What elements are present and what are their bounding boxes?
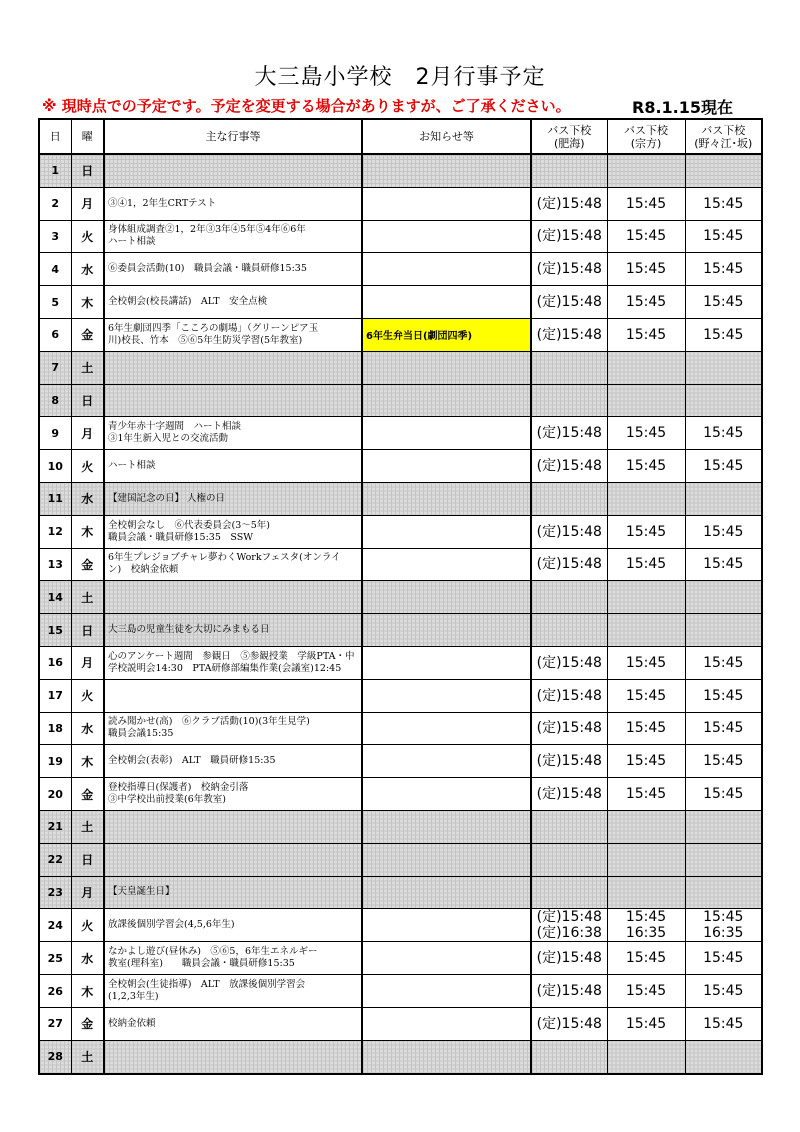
table-row [39, 515, 762, 548]
day-cell: 28 [39, 1040, 71, 1073]
bus-hikai-cell: (定)15:48 [531, 220, 607, 253]
events-cell [104, 810, 362, 843]
bus-munakata-cell: 15:45 [607, 712, 685, 745]
day-cell: 27 [39, 1007, 71, 1040]
notice-cell [362, 975, 531, 1008]
weekday-cell: 水 [71, 482, 104, 515]
bus-nonoe-saka-cell [685, 876, 762, 909]
bus-nonoe-saka-cell: 15:45 [685, 548, 762, 581]
bus-nonoe-saka-cell: 15:45 [685, 220, 762, 253]
bus-munakata-cell: 15:45 [607, 745, 685, 778]
weekday-cell: 月 [71, 187, 104, 220]
disclaimer-notice: ※ 現時点での予定です。予定を変更する場合がありますが、ご了承ください。 [42, 97, 571, 115]
table-row [39, 417, 762, 450]
events-cell [104, 843, 362, 876]
bus-hikai-cell: (定)15:48 [531, 778, 607, 811]
header-bus-nonoe-saka: バス下校 (野々江･坂) [685, 119, 762, 154]
bus-nonoe-saka-cell: 15:45 [685, 450, 762, 483]
weekday-cell: 金 [71, 1007, 104, 1040]
weekday-cell: 水 [71, 942, 104, 975]
day-cell: 6 [39, 318, 71, 351]
weekday-cell: 月 [71, 646, 104, 679]
weekday-cell: 火 [71, 450, 104, 483]
bus-nonoe-saka-cell [685, 351, 762, 384]
bus-hikai-cell [531, 384, 607, 417]
bus-munakata-cell: 15:45 [607, 548, 685, 581]
bus-munakata-cell: 15:45 [607, 1007, 685, 1040]
bus-munakata-cell [607, 351, 685, 384]
events-cell: 校納金依頼 [104, 1007, 362, 1040]
bus-munakata-cell: 15:45 [607, 417, 685, 450]
events-cell [104, 1040, 362, 1073]
bus-nonoe-saka-cell: 15:45 [685, 942, 762, 975]
notice-cell [362, 1007, 531, 1040]
notice-cell [362, 810, 531, 843]
bus-hikai-cell [531, 154, 607, 187]
bus-munakata-cell [607, 482, 685, 515]
bus-munakata-cell: 15:45 [607, 515, 685, 548]
table-row [39, 351, 762, 384]
bus-nonoe-saka-cell: 15:45 [685, 253, 762, 286]
bus-hikai-cell: (定)15:48 [531, 417, 607, 450]
bus-nonoe-saka-cell: 15:45 [685, 712, 762, 745]
events-cell: ③④1，2年生CRTテスト [104, 187, 362, 220]
table-row [39, 778, 762, 811]
events-cell: 読み聞かせ(高) ⑥クラブ活動(10)(3年生見学) 職員会議15:35 [104, 712, 362, 745]
weekday-cell: 金 [71, 548, 104, 581]
header-dow: 曜 [71, 119, 104, 154]
weekday-cell: 月 [71, 417, 104, 450]
bus-nonoe-saka-cell: 15:45 [685, 187, 762, 220]
day-cell: 22 [39, 843, 71, 876]
bus-hikai-cell: (定)15:48 [531, 450, 607, 483]
events-cell: 全校朝会なし ⑥代表委員会(3～5年) 職員会議・職員研修15:35 SSW [104, 515, 362, 548]
notice-cell [362, 515, 531, 548]
events-cell: 青少年赤十字週間 ハート相談 ③1年生新入児との交流活動 [104, 417, 362, 450]
day-cell: 14 [39, 581, 71, 614]
table-row [39, 450, 762, 483]
bus-munakata-cell [607, 876, 685, 909]
table-row [39, 548, 762, 581]
table-row [39, 646, 762, 679]
bus-munakata-cell [607, 384, 685, 417]
weekday-cell: 木 [71, 975, 104, 1008]
day-cell: 24 [39, 909, 71, 942]
table-row [39, 253, 762, 286]
weekday-cell: 水 [71, 712, 104, 745]
events-cell: 全校朝会(校長講話) ALT 安全点検 [104, 286, 362, 319]
table-row [39, 614, 762, 647]
table-row [39, 1007, 762, 1040]
weekday-cell: 水 [71, 253, 104, 286]
bus-nonoe-saka-cell: 15:45 [685, 679, 762, 712]
table-row [39, 679, 762, 712]
events-cell: 【天皇誕生日】 [104, 876, 362, 909]
table-row [39, 745, 762, 778]
bus-nonoe-saka-cell [685, 614, 762, 647]
table-row [39, 384, 762, 417]
bus-hikai-cell: (定)15:48 [531, 942, 607, 975]
bus-hikai-cell: (定)15:48 [531, 548, 607, 581]
bus-hikai-cell: (定)15:48 [531, 712, 607, 745]
notice-cell [362, 909, 531, 942]
day-cell: 23 [39, 876, 71, 909]
table-row [39, 318, 762, 351]
notice-cell [362, 220, 531, 253]
bus-hikai-cell: (定)15:48 [531, 286, 607, 319]
events-cell: 6年生プレジョブチャレ夢わくWorkフェスタ(オンライ ン) 校納金依頼 [104, 548, 362, 581]
bus-hikai-cell [531, 876, 607, 909]
notice-cell [362, 1040, 531, 1073]
notice-cell [362, 745, 531, 778]
day-cell: 10 [39, 450, 71, 483]
bus-nonoe-saka-cell [685, 384, 762, 417]
table-row [39, 712, 762, 745]
day-cell: 21 [39, 810, 71, 843]
bus-nonoe-saka-cell: 15:45 [685, 646, 762, 679]
bus-hikai-cell: (定)15:48 [531, 646, 607, 679]
bus-munakata-cell: 15:45 [607, 679, 685, 712]
notice-cell [362, 253, 531, 286]
bus-nonoe-saka-cell: 15:45 [685, 1007, 762, 1040]
schedule-table [38, 118, 763, 1075]
bus-nonoe-saka-cell: 15:45 [685, 318, 762, 351]
events-cell [104, 581, 362, 614]
bus-hikai-cell [531, 351, 607, 384]
weekday-cell: 土 [71, 581, 104, 614]
table-row [39, 286, 762, 319]
weekday-cell: 火 [71, 679, 104, 712]
weekday-cell: 日 [71, 384, 104, 417]
notice-cell [362, 351, 531, 384]
bus-hikai-cell [531, 1040, 607, 1073]
as-of-date: R8.1.15現在 [632, 98, 734, 117]
weekday-cell: 火 [71, 220, 104, 253]
events-cell: 登校指導日(保護者) 校納金引落 ③中学校出前授業(6年教室) [104, 778, 362, 811]
weekday-cell: 木 [71, 515, 104, 548]
events-cell: 6年生劇団四季「こころの劇場」（グリーンピア玉 川)校長、竹本 ⑤⑥5年生防災学習(5年教室) [104, 318, 362, 351]
notice-cell [362, 679, 531, 712]
bus-munakata-cell: 15:45 16:35 [607, 909, 685, 942]
bus-munakata-cell: 15:45 [607, 318, 685, 351]
events-cell [104, 154, 362, 187]
bus-nonoe-saka-cell: 15:45 [685, 745, 762, 778]
notice-cell [362, 778, 531, 811]
bus-hikai-cell [531, 581, 607, 614]
table-row [39, 220, 762, 253]
weekday-cell: 月 [71, 876, 104, 909]
bus-hikai-cell [531, 843, 607, 876]
day-cell: 9 [39, 417, 71, 450]
bus-hikai-cell: (定)15:48 [531, 515, 607, 548]
header-day: 日 [39, 119, 71, 154]
table-row [39, 482, 762, 515]
notice-cell [362, 942, 531, 975]
bus-hikai-cell [531, 810, 607, 843]
weekday-cell: 火 [71, 909, 104, 942]
events-cell: 【建国記念の日】 人権の日 [104, 482, 362, 515]
day-cell: 20 [39, 778, 71, 811]
bus-hikai-cell: (定)15:48 [531, 679, 607, 712]
bus-nonoe-saka-cell [685, 482, 762, 515]
events-cell [104, 351, 362, 384]
events-cell: 大三島の児童生徒を大切にみまもる日 [104, 614, 362, 647]
bus-nonoe-saka-cell: 15:45 [685, 778, 762, 811]
bus-nonoe-saka-cell [685, 843, 762, 876]
header-events: 主な行事等 [104, 119, 362, 154]
bus-munakata-cell [607, 810, 685, 843]
day-cell: 16 [39, 646, 71, 679]
day-cell: 19 [39, 745, 71, 778]
bus-hikai-cell: (定)15:48 [531, 187, 607, 220]
day-cell: 12 [39, 515, 71, 548]
bus-munakata-cell [607, 1040, 685, 1073]
bus-hikai-cell: (定)15:48 [531, 318, 607, 351]
bus-munakata-cell: 15:45 [607, 778, 685, 811]
notice-cell: 6年生弁当日(劇団四季) [362, 318, 531, 351]
bus-munakata-cell: 15:45 [607, 286, 685, 319]
bus-munakata-cell: 15:45 [607, 220, 685, 253]
table-row [39, 810, 762, 843]
bus-hikai-cell: (定)15:48 [531, 975, 607, 1008]
events-cell [104, 679, 362, 712]
notice-cell [362, 417, 531, 450]
day-cell: 17 [39, 679, 71, 712]
notice-cell [362, 482, 531, 515]
bus-nonoe-saka-cell: 15:45 [685, 975, 762, 1008]
events-cell: 放課後個別学習会(4,5,6年生) [104, 909, 362, 942]
bus-munakata-cell: 15:45 [607, 646, 685, 679]
notice-cell [362, 384, 531, 417]
notice-cell [362, 876, 531, 909]
day-cell: 8 [39, 384, 71, 417]
bus-nonoe-saka-cell: 15:45 [685, 515, 762, 548]
table-row [39, 909, 762, 942]
table-row [39, 843, 762, 876]
day-cell: 3 [39, 220, 71, 253]
notice-cell [362, 843, 531, 876]
events-cell: 全校朝会(表彰) ALT 職員研修15:35 [104, 745, 362, 778]
events-cell [104, 384, 362, 417]
table-row [39, 975, 762, 1008]
notice-cell [362, 286, 531, 319]
header-notices: お知らせ等 [362, 119, 531, 154]
day-cell: 25 [39, 942, 71, 975]
events-cell: 心のアンケート週間 参観日 ⑤参観授業 学級PTA・中 学校説明会14:30 PTA研修部編集作業(会議室)12:45 [104, 646, 362, 679]
weekday-cell: 金 [71, 778, 104, 811]
weekday-cell: 土 [71, 351, 104, 384]
notice-cell [362, 581, 531, 614]
notice-cell [362, 154, 531, 187]
page-title: 大三島小学校 2月行事予定 [254, 65, 546, 90]
day-cell: 1 [39, 154, 71, 187]
bus-hikai-cell [531, 482, 607, 515]
notice-cell [362, 614, 531, 647]
bus-hikai-cell: (定)15:48 [531, 253, 607, 286]
weekday-cell: 日 [71, 614, 104, 647]
weekday-cell: 土 [71, 1040, 104, 1073]
day-cell: 15 [39, 614, 71, 647]
day-cell: 26 [39, 975, 71, 1008]
table-header-row [39, 119, 762, 154]
table-row [39, 942, 762, 975]
day-cell: 2 [39, 187, 71, 220]
events-cell: 身体組成調査②1，2年③3年④5年⑤4年⑥6年 ハート相談 [104, 220, 362, 253]
events-cell: 全校朝会(生徒指導) ALT 放課後個別学習会 (1,2,3年生) [104, 975, 362, 1008]
table-row [39, 187, 762, 220]
bus-nonoe-saka-cell [685, 154, 762, 187]
day-cell: 18 [39, 712, 71, 745]
weekday-cell: 木 [71, 286, 104, 319]
bus-nonoe-saka-cell: 15:45 [685, 286, 762, 319]
table-row [39, 1040, 762, 1073]
bus-hikai-cell [531, 614, 607, 647]
weekday-cell: 日 [71, 843, 104, 876]
day-cell: 4 [39, 253, 71, 286]
weekday-cell: 日 [71, 154, 104, 187]
notice-cell [362, 548, 531, 581]
bus-munakata-cell: 15:45 [607, 187, 685, 220]
weekday-cell: 土 [71, 810, 104, 843]
weekday-cell: 木 [71, 745, 104, 778]
notice-cell [362, 187, 531, 220]
bus-nonoe-saka-cell: 15:45 [685, 417, 762, 450]
day-cell: 11 [39, 482, 71, 515]
header-bus-munakata: バス下校 (宗方) [607, 119, 685, 154]
bus-nonoe-saka-cell [685, 810, 762, 843]
day-cell: 7 [39, 351, 71, 384]
bus-munakata-cell: 15:45 [607, 450, 685, 483]
bus-munakata-cell: 15:45 [607, 975, 685, 1008]
table-row [39, 581, 762, 614]
notice-cell [362, 646, 531, 679]
bus-munakata-cell: 15:45 [607, 942, 685, 975]
bus-nonoe-saka-cell [685, 581, 762, 614]
events-cell: なかよし遊び(昼休み) ⑤⑥5，6年生エネルギー 教室(理科室) 職員会議・職員研修15:35 [104, 942, 362, 975]
table-row [39, 154, 762, 187]
bus-munakata-cell [607, 843, 685, 876]
header-bus-hikai: バス下校 (肥海) [531, 119, 607, 154]
notice-cell [362, 450, 531, 483]
bus-hikai-cell: (定)15:48 (定)16:38 [531, 909, 607, 942]
bus-munakata-cell: 15:45 [607, 253, 685, 286]
bus-hikai-cell: (定)15:48 [531, 1007, 607, 1040]
bus-munakata-cell [607, 581, 685, 614]
bus-munakata-cell [607, 614, 685, 647]
table-row [39, 876, 762, 909]
weekday-cell: 金 [71, 318, 104, 351]
bus-nonoe-saka-cell: 15:45 16:35 [685, 909, 762, 942]
day-cell: 5 [39, 286, 71, 319]
bus-munakata-cell [607, 154, 685, 187]
day-cell: 13 [39, 548, 71, 581]
bus-hikai-cell: (定)15:48 [531, 745, 607, 778]
notice-cell [362, 712, 531, 745]
bus-nonoe-saka-cell [685, 1040, 762, 1073]
events-cell: ハート相談 [104, 450, 362, 483]
events-cell: ⑥委員会活動(10) 職員会議・職員研修15:35 [104, 253, 362, 286]
